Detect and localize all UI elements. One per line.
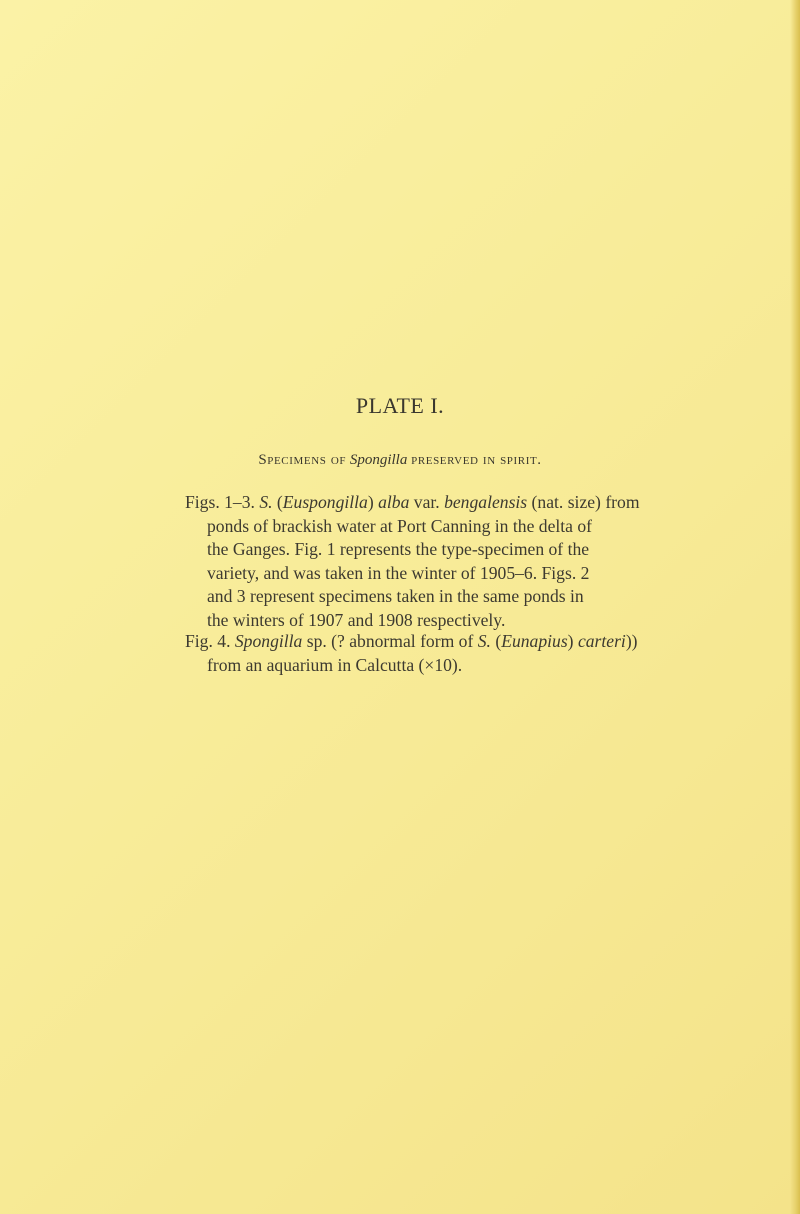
caption-text: Figs. 1–3.	[185, 492, 260, 512]
caption-text: var.	[409, 492, 445, 512]
italic-text: carteri	[577, 631, 626, 651]
caption-line	[207, 562, 800, 586]
caption-text: variety, and was taken in the winter of 1905–6. Figs. 2	[207, 562, 590, 583]
caption-text: (	[272, 492, 283, 512]
caption-text: ponds of brackish water at Port Canning in the delta of	[207, 515, 593, 536]
italic-text: Eunapius	[501, 631, 568, 651]
caption-text: sp. (? abnormal form of	[302, 631, 478, 651]
italic-text: bengalensis	[444, 492, 528, 512]
caption-line	[207, 609, 800, 633]
caption-text: and 3 represent specimens taken in the same ponds in	[207, 586, 584, 606]
caption-text: )	[567, 631, 578, 651]
heading-suffix: preserved in spirit.	[411, 452, 542, 468]
caption-line	[185, 491, 800, 515]
caption-text: )	[367, 492, 379, 512]
caption-line	[207, 538, 800, 562]
caption-line	[207, 515, 800, 539]
caption-text: the winters of 1907 and 1908 respectively.	[207, 609, 506, 630]
heading-prefix: Specimens of	[258, 452, 347, 468]
caption-line	[207, 585, 800, 609]
italic-text: alba	[378, 492, 410, 512]
caption-text: ))	[625, 631, 638, 651]
caption-text: (	[490, 631, 502, 651]
caption-line	[207, 654, 800, 678]
figure-caption-1-3	[185, 491, 800, 632]
figure-caption-4	[185, 630, 800, 677]
heading-genus: Spongilla	[349, 452, 408, 468]
italic-text: Euspongilla	[282, 492, 368, 512]
caption-text: from an aquarium in Calcutta (×10).	[207, 654, 463, 675]
plate-title: PLATE I.	[355, 393, 445, 418]
italic-text: S.	[259, 492, 273, 512]
caption-heading	[0, 452, 800, 469]
caption-text: the Ganges. Fig. 1 represents the type-specimen of the	[207, 539, 590, 559]
italic-text: Spongilla	[234, 631, 303, 651]
italic-text: S.	[477, 631, 491, 651]
caption-text: Fig. 4.	[185, 631, 235, 651]
caption-text: (nat. size) from	[527, 492, 640, 512]
caption-line	[185, 630, 800, 654]
